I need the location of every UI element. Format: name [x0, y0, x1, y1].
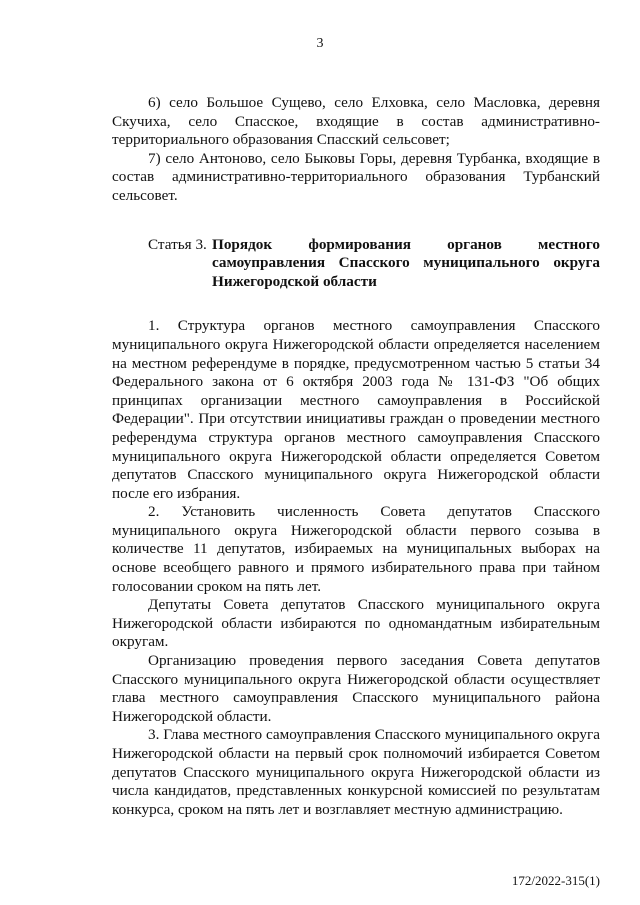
paragraph-item-6: 6) село Большое Сущево, село Елховка, село Масловка, деревня Скучиха, село Спасское, входящие в состав административно-территориального образования Спасский сельсовет;: [112, 94, 600, 149]
document-body: [112, 94, 600, 819]
paragraph-part-3: 3. Глава местного самоуправления Спасского муниципального округа Нижегородской области на первый срок полномочий избирается Советом депутатов Спасского муниципального округа Нижегородской области из числа кандидатов, представленных конкурсной комиссией по результатам конкурса, сроком на пять лет и возглавляет местную администрацию.: [112, 726, 600, 818]
paragraph-part-1: 1. Структура органов местного самоуправления Спасского муниципального округа Нижегородской области определяется населением на местном референдуме в порядке, предусмотренном частью 5 статьи 34 Федерального закона от 6 октября 2003 года № 131-ФЗ "Об общих принципах организации местного самоуправления в Российской Федерации". При отсутствии инициативы граждан о проведении местного референдума структура органов местного самоуправления Спасского муниципального округа Нижегородской области определяется Советом депутатов Спасского муниципального округа Нижегородской области после его избрания.: [112, 317, 600, 502]
article-title: Порядок формирования органов местного самоуправления Спасского муниципального округа Нижегородской области: [212, 235, 600, 290]
document-code: 172/2022-315(1): [511, 873, 600, 888]
article-number: Статья 3.: [148, 235, 207, 253]
paragraph-deputies: Депутаты Совета депутатов Спасского муниципального округа Нижегородской области избираются по одномандатным избирательным округам.: [112, 596, 600, 651]
paragraph-part-2: 2. Установить численность Совета депутатов Спасского муниципального округа Нижегородской области первого созыва в количестве 11 депутатов, избираемых на муниципальных выборах на основе всеобщего равного и прямого избирательного права при тайном голосовании сроком на пять лет.: [112, 503, 600, 595]
paragraph-item-7: 7) село Антоново, село Быковы Горы, деревня Турбанка, входящие в состав административно-территориального образования Турбанский сельсовет.: [112, 149, 600, 204]
page-number: 3: [316, 36, 324, 51]
paragraph-first-session: Организацию проведения первого заседания Совета депутатов Спасского муниципального округа Нижегородской области осуществляет глава местного самоуправления Спасского муниципального района Нижегородской области.: [112, 652, 600, 725]
article-heading: [112, 236, 600, 292]
